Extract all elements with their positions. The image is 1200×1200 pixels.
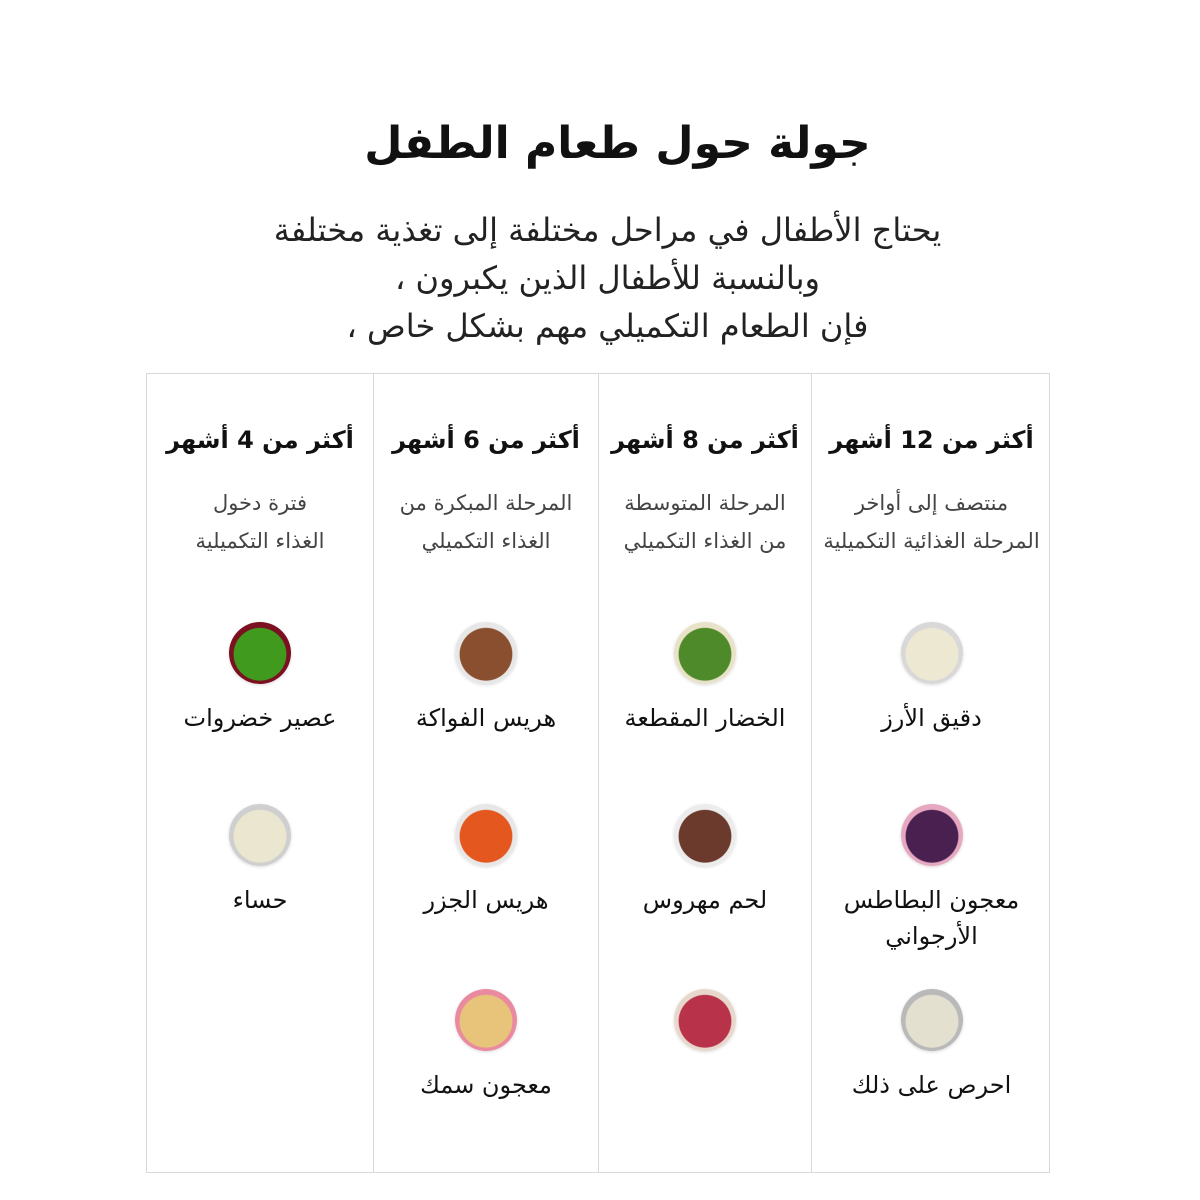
fish-paste-bowl-icon xyxy=(455,989,517,1051)
stages-table xyxy=(146,373,1050,1173)
food-label-line: معجون البطاطس xyxy=(843,886,1020,914)
stage-heading: أكثر من 4 أشهر xyxy=(166,426,354,454)
food-label-line: احرص على ذلك xyxy=(851,1071,1012,1099)
food-label xyxy=(599,700,811,736)
food-label xyxy=(374,1067,598,1103)
food-label-line: حساء xyxy=(232,886,288,914)
food-label xyxy=(812,882,1051,954)
page-title: جولة حول طعام الطفل xyxy=(364,118,871,169)
stage-column xyxy=(811,374,1051,1172)
stage-description-line: الغذاء التكميلي xyxy=(421,529,551,553)
stage-heading: أكثر من 12 أشهر xyxy=(829,426,1034,454)
stage-heading: أكثر من 8 أشهر xyxy=(611,426,799,454)
food-label-line: هريس الفواكة xyxy=(415,704,557,732)
food-item xyxy=(599,622,811,736)
subtitle xyxy=(0,206,1200,350)
stage-description-line: المرحلة المبكرة من xyxy=(399,491,573,515)
stage-description xyxy=(812,484,1051,560)
food-label-line: دقيق الأرز xyxy=(881,704,982,732)
food-item xyxy=(812,622,1051,736)
food-label xyxy=(147,700,373,736)
stage-column xyxy=(373,374,598,1172)
meat-puree-bowl-icon xyxy=(674,989,736,1051)
vegetable-juice-bowl-icon xyxy=(229,622,291,684)
food-label-line: الأرجواني xyxy=(885,922,978,950)
food-label-line: الخضار المقطعة xyxy=(624,704,786,732)
rice-flour-bowl-icon xyxy=(901,622,963,684)
food-item xyxy=(147,622,373,736)
stage-description xyxy=(147,484,373,560)
food-label xyxy=(374,700,598,736)
fruit-puree-bowl-icon xyxy=(455,622,517,684)
food-item xyxy=(147,804,373,918)
stage-description-line: الغذاء التكميلية xyxy=(195,529,325,553)
subtitle-line: يحتاج الأطفال في مراحل مختلفة إلى تغذية مختلفة xyxy=(273,211,942,249)
purple-potato-bowl-icon xyxy=(901,804,963,866)
stage-description xyxy=(374,484,598,560)
food-item xyxy=(374,989,598,1103)
food-label xyxy=(147,882,373,918)
food-item xyxy=(374,804,598,918)
stage-heading: أكثر من 6 أشهر xyxy=(392,426,580,454)
food-label-line: معجون سمك xyxy=(420,1071,552,1099)
soup-bowl-icon xyxy=(229,804,291,866)
subtitle-line: فإن الطعام التكميلي مهم بشكل خاص ، xyxy=(346,307,869,345)
stage-description-line: فترة دخول xyxy=(212,491,308,515)
stage-column xyxy=(147,374,373,1172)
food-item xyxy=(812,804,1051,954)
food-label xyxy=(374,882,598,918)
food-label-line: عصير خضروات xyxy=(183,704,337,732)
food-item xyxy=(599,804,811,918)
stage-description-line: المرحلة المتوسطة xyxy=(624,491,786,515)
food-item xyxy=(812,989,1051,1103)
stage-description-line: من الغذاء التكميلي xyxy=(623,529,787,553)
carrot-puree-bowl-icon xyxy=(455,804,517,866)
food-label xyxy=(812,1067,1051,1103)
chopped-vegetables-bowl-icon xyxy=(674,622,736,684)
food-label xyxy=(812,700,1051,736)
stage-column xyxy=(598,374,811,1172)
minced-meat-bowl-icon xyxy=(674,804,736,866)
stage-description-line: منتصف إلى أواخر xyxy=(854,491,1009,515)
stage-description xyxy=(599,484,811,560)
food-item xyxy=(599,989,811,1051)
food-label xyxy=(599,882,811,918)
stage-description-line: المرحلة الغذائية التكميلية xyxy=(823,529,1040,553)
porridge-bowl-icon xyxy=(901,989,963,1051)
food-label-line: هريس الجزر xyxy=(423,886,549,914)
subtitle-line: وبالنسبة للأطفال الذين يكبرون ، xyxy=(395,259,820,297)
food-label-line: لحم مهروس xyxy=(642,886,768,914)
food-item xyxy=(374,622,598,736)
